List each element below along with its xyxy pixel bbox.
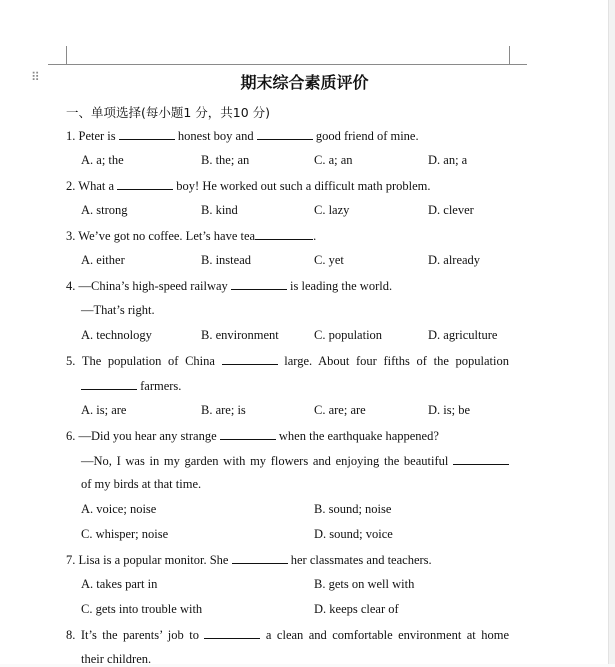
q1-option-c[interactable]: C. a; an <box>314 153 353 167</box>
q3-option-b[interactable]: B. instead <box>201 253 251 267</box>
crop-mark-top-right-h <box>509 64 527 65</box>
q3-option-a[interactable]: A. either <box>81 253 125 267</box>
q1-option-a[interactable]: A. a; the <box>81 153 124 167</box>
q1-option-d[interactable]: D. an; a <box>428 153 468 167</box>
q6-option-b[interactable]: B. sound; noise <box>314 502 392 516</box>
q2-option-c[interactable]: C. lazy <box>314 203 350 217</box>
q6-option-c[interactable]: C. whisper; noise <box>81 527 169 541</box>
q5-option-a[interactable]: A. is; are <box>81 403 127 417</box>
q2-option-d[interactable]: D. clever <box>428 203 474 217</box>
q4-option-d[interactable]: D. agriculture <box>428 328 498 342</box>
section-heading: 一、单项选择(每小题1 分，共10 分) <box>66 105 271 120</box>
q6-option-d[interactable]: D. sound; voice <box>314 527 393 541</box>
page-edge <box>608 0 615 664</box>
q7-option-a[interactable]: A. takes part in <box>81 577 158 591</box>
q3-option-c[interactable]: C. yet <box>314 253 344 267</box>
q7-option-b[interactable]: B. gets on well with <box>314 577 415 591</box>
question-1: 1. Peter is honest boy and good friend of mine. <box>66 129 419 143</box>
q5-option-b[interactable]: B. are; is <box>201 403 246 417</box>
question-4: 4. —China’s high-speed railway is leading the world. <box>66 279 393 293</box>
question-2: 2. What a boy! He worked out such a difficult math problem. <box>66 179 431 193</box>
q2-option-b[interactable]: B. kind <box>201 203 238 217</box>
drag-handle-icon[interactable]: ⠿ <box>31 70 39 84</box>
question-8: 8. It’s the parents’ job to a clean and comfortable environment at home <box>66 628 510 642</box>
question-3: 3. We’ve got no coffee. Let’s have tea . <box>66 229 317 243</box>
q5-option-d[interactable]: D. is; be <box>428 403 471 417</box>
question-6: 6. —Did you hear any strange when the earthquake happened? <box>66 429 439 443</box>
crop-mark-top-left <box>66 46 67 64</box>
q4-option-a[interactable]: A. technology <box>81 328 152 342</box>
question-4-reply: —That’s right. <box>81 303 155 317</box>
question-6-line3: of my birds at that time. <box>81 477 202 491</box>
header-rule <box>66 64 510 65</box>
q4-option-b[interactable]: B. environment <box>201 328 279 342</box>
question-7: 7. Lisa is a popular monitor. She her classmates and teachers. <box>66 553 432 567</box>
question-5: 5. The population of China large. About four fifths of the population <box>66 354 509 368</box>
q3-option-d[interactable]: D. already <box>428 253 481 267</box>
page-title: 期末综合素质评价 <box>240 73 369 92</box>
q6-option-a[interactable]: A. voice; noise <box>81 502 157 516</box>
q4-option-c[interactable]: C. population <box>314 328 383 342</box>
question-8-line2: their children. <box>81 652 152 666</box>
q1-option-b[interactable]: B. the; an <box>201 153 250 167</box>
q2-option-a[interactable]: A. strong <box>81 203 128 217</box>
q7-option-d[interactable]: D. keeps clear of <box>314 602 399 616</box>
q5-option-c[interactable]: C. are; are <box>314 403 366 417</box>
q7-option-c[interactable]: C. gets into trouble with <box>81 602 203 616</box>
question-6-reply: —No, I was in my garden with my flowers and enjoying the beautiful <box>81 453 509 469</box>
question-5-line2: farmers. <box>81 378 181 394</box>
crop-mark-top-right <box>509 46 510 64</box>
crop-mark-top-left-h <box>48 64 66 65</box>
